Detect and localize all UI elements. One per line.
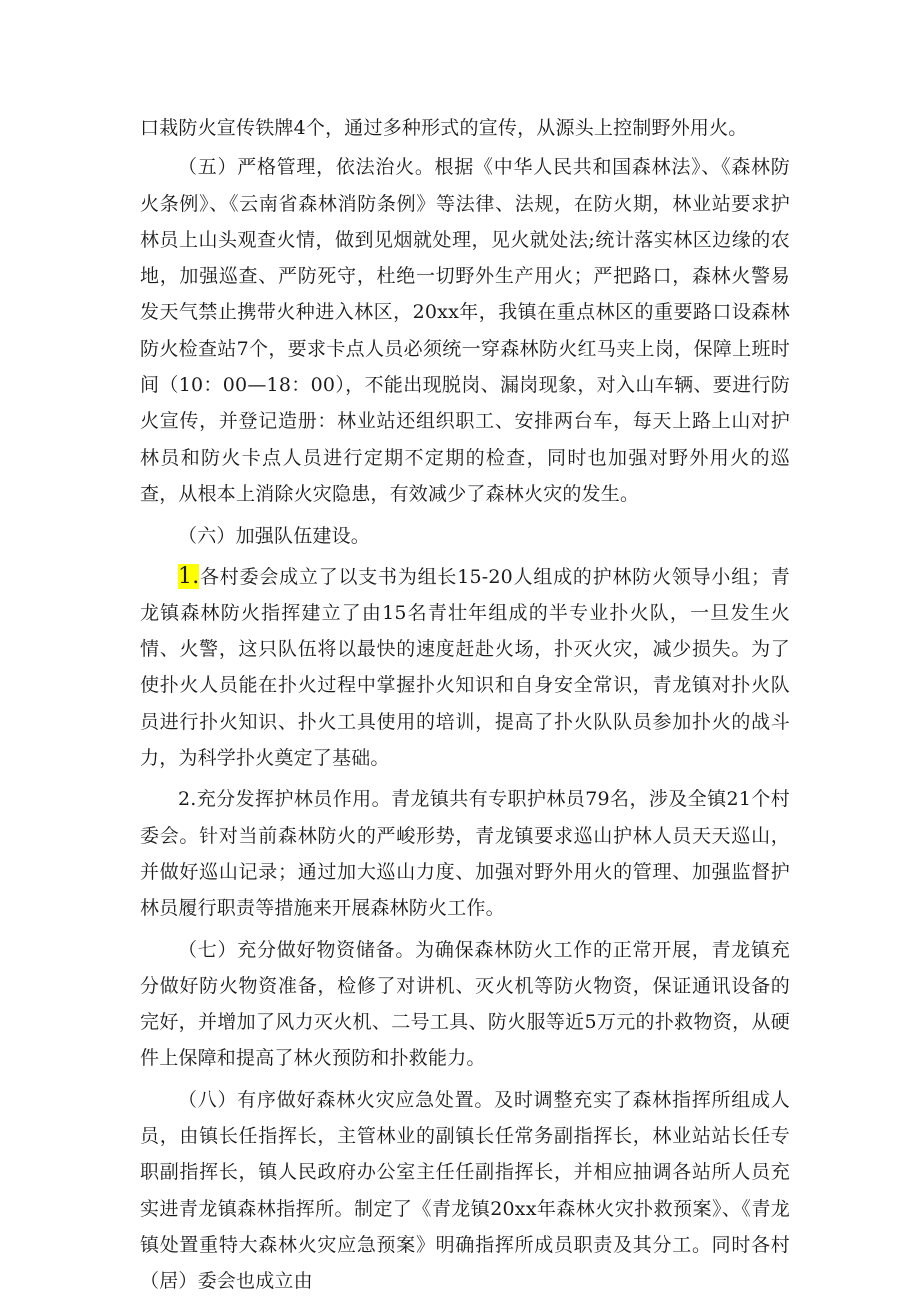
highlighted-list-marker: 1. bbox=[178, 563, 200, 589]
paragraph-item-1 bbox=[140, 559, 790, 777]
paragraph-section-8: （八）有序做好森林火灾应急处置。及时调整充实了森林指挥所组成人员，由镇长任指挥长，主管林业的副镇长任常务副指挥长，林业站站长任专职副指挥长，镇人民政府办公室主任任副指挥长，并相应抽调各站所人员充实进青龙镇森林指挥所。制定了《青龙镇20xx年森林火灾扑救预案》、《青龙镇处置重特大森林火灾应急预案》明确指挥所成员职责及其分工。同时各村（居）委会也成立由 bbox=[140, 1088, 790, 1293]
document-body bbox=[140, 110, 790, 1300]
paragraph-section-5: （五）严格管理，依法治火。根据《中华人民共和国森林法》、《森林防火条例》、《云南省森林消防条例》等法律、法规，在防火期，林业站要求护林员上山头观查火情，做到见烟就处理，见火就处法;统计落实林区边缘的农地，加强巡查、严防死守，杜绝一切野外生产用火；严把路口，森林火警易发天气禁止携带火种进入林区，20xx年，我镇在重点林区的重要路口设森林防火检查站7个，要求卡点人员必须统一穿森林防火红马夹上岗，保障上班时间（10：00—18：00），不能出现脱岗、漏岗现象，对入山车辆、要进行防火宣传，并登记造册：林业站还组织职工、安排两台车，每天上路上山对护林员和防火卡点人员进行定期不定期的检查，同时也加强对野外用火的巡查，从根本上消除火灾隐患，有效减少了森林火灾的发生。 bbox=[140, 156, 790, 505]
paragraph-item-1-text: 各村委会成立了以支书为组长15-20人组成的护林防火领导小组；青龙镇森林防火指挥建立了由15名青壮年组成的半专业扑火队，一旦发生火情、火警，这只队伍将以最快的速度赶赴火场，扑灭火灾，减少损失。为了使扑火人员能在扑火过程中掌握扑火知识和自身安全常识，青龙镇对扑火队员进行扑火知识、扑火工具使用的培训，提高了扑火队队员参加扑火的战斗力，为科学扑火奠定了基础。 bbox=[140, 565, 790, 770]
paragraph-section-7: （七）充分做好物资储备。为确保森林防火工作的正常开展，青龙镇充分做好防火物资准备，检修了对讲机、灭火机等防火物资，保证通讯设备的完好，并增加了风力灭火机、二号工具、防火服等近5万元的扑救物资，从硬件上保障和提高了林火预防和扑救能力。 bbox=[140, 938, 790, 1070]
paragraph-continued: 口栽防火宣传铁牌4个，通过多种形式的宣传，从源头上控制野外用火。 bbox=[140, 117, 748, 139]
paragraph-section-6-heading: （六）加强队伍建设。 bbox=[178, 525, 371, 548]
paragraph-item-2: 2.充分发挥护林员作用。青龙镇共有专职护林员79名，涉及全镇21个村委会。针对当前森林防火的严峻形势，青龙镇要求巡山护林人员天天巡山，并做好巡山记录；通过加大巡山力度、加强对野外用火的管理、加强监督护林员履行职责等措施来开展森林防火工作。 bbox=[140, 788, 790, 920]
